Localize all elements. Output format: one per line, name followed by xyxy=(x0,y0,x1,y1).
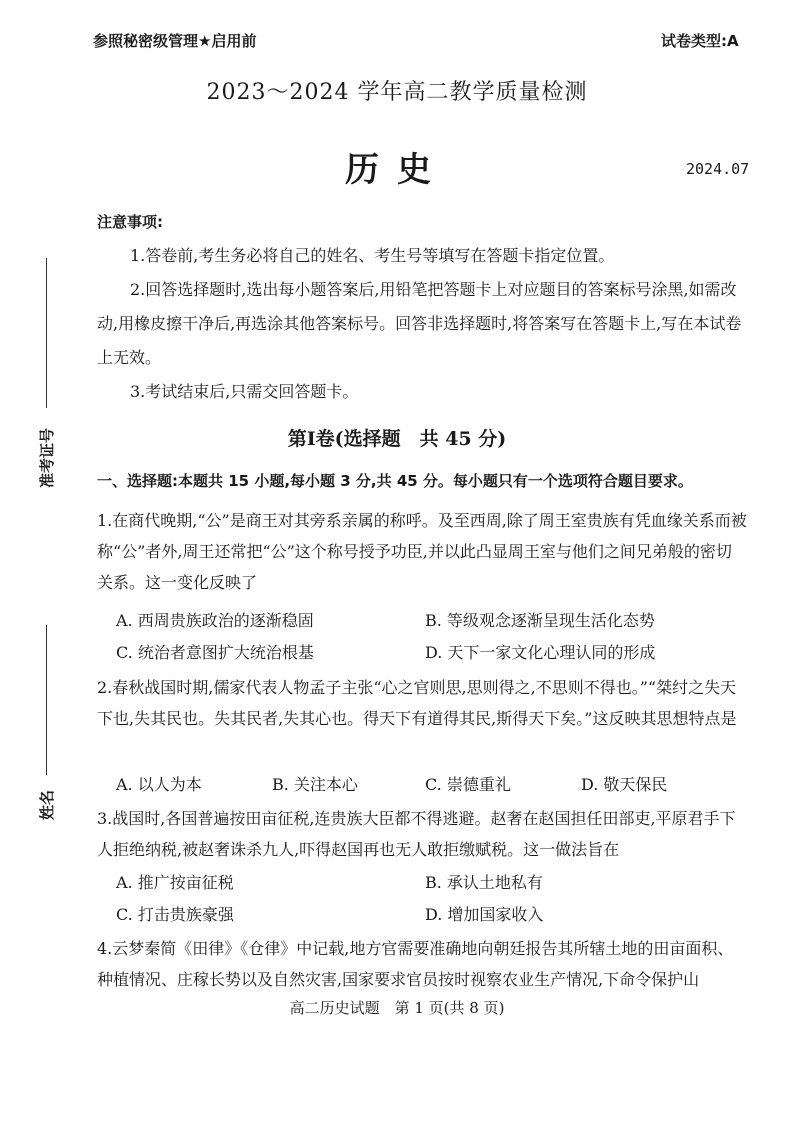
option-c: C. 打击贵族豪强 xyxy=(116,905,234,924)
question-number: 4. xyxy=(97,939,113,958)
question-stem: 在商代晚期,“公”是商王对其旁系亲属的称呼。及至西周,除了周王室贵族有凭血缘关系而被称“公”者外,周王还常把“公”这个称号授予功臣,并以此凸显周王室与他们之间兄弟般的密切关系。这一变化反映了 xyxy=(97,511,747,592)
question-stem: 战国时,各国普遍按田亩征税,连贵族大臣都不得逃避。赵奢在赵国担任田部吏,平原君手下人拒绝纳税,被赵奢诛杀九人,吓得赵国再也无人敢拒缴赋税。这一做法旨在 xyxy=(97,809,736,859)
question-number: 1. xyxy=(97,511,113,530)
page-footer: 高二历史试题 第 1 页(共 8 页) xyxy=(289,999,505,1017)
option-a: A. 推广按亩征税 xyxy=(116,873,234,892)
option-b: B. 等级观念逐渐呈现生活化态势 xyxy=(425,611,655,630)
secret-notice: 参照秘密级管理★启用前 xyxy=(93,32,257,50)
note-item: 3.考试结束后,只需交回答题卡。 xyxy=(130,382,359,401)
option-c: C. 统治者意图扩大统治根基 xyxy=(116,643,314,662)
exam-title: 2023～2024 学年高二教学质量检测 xyxy=(206,80,588,105)
option-d: D. 天下一家文化心理认同的形成 xyxy=(425,643,656,662)
paper-type: 试卷类型:A xyxy=(661,32,739,50)
note-item: 2.回答选择题时,选出每小题答案后,用铅笔把答题卡上对应题目的答案标号涂黑,如需改动,用橡皮擦干净后,再选涂其他答案标号。回答非选择题时,将答案写在答题卡上,写在本试卷上无效。 xyxy=(97,280,742,367)
notes-heading: 注意事项: xyxy=(97,213,163,231)
question-4 xyxy=(97,933,747,995)
option-b: B. 关注本心 xyxy=(272,775,358,794)
section-title: 第Ⅰ卷(选择题 共 45 分) xyxy=(287,428,507,450)
question-1 xyxy=(97,505,747,598)
question-2 xyxy=(97,672,747,734)
part-heading: 一、选择题:本题共 15 小题,每小题 3 分,共 45 分。每小题只有一个选项符合题目要求。 xyxy=(97,472,693,490)
note-item: 1.答卷前,考生务必将自己的姓名、考生号等填写在答题卡指定位置。 xyxy=(130,246,615,265)
name-line xyxy=(46,625,47,775)
exam-date: 2024.07 xyxy=(686,160,750,178)
name-label: 姓名 xyxy=(38,789,56,820)
question-number: 2. xyxy=(97,678,113,697)
subject-title: 历史 xyxy=(345,150,449,190)
option-a: A. 西周贵族政治的逐渐稳固 xyxy=(116,611,314,630)
option-d: D. 敬天保民 xyxy=(581,775,668,794)
question-number: 3. xyxy=(97,809,113,828)
question-stem: 春秋战国时期,儒家代表人物孟子主张“心之官则思,思则得之,不思则不得也。”“桀纣之失天下也,失其民也。失其民者,失其心也。得天下有道得其民,斯得天下矣。”这反映其思想特点是 xyxy=(97,678,737,728)
option-b: B. 承认土地私有 xyxy=(425,873,543,892)
option-a: A. 以人为本 xyxy=(116,775,202,794)
question-stem: 云梦秦简《田律》《仓律》中记载,地方官需要准确地向朝廷报告其所辖土地的田亩面积、种植情况、庄稼长势以及自然灾害,国家要求官员按时视察农业生产情况,下命令保护山 xyxy=(97,939,734,989)
option-d: D. 增加国家收入 xyxy=(425,905,544,924)
option-c: C. 崇德重礼 xyxy=(425,775,511,794)
exam-id-label: 准考证号 xyxy=(38,427,56,488)
exam-id-line xyxy=(46,258,47,408)
question-3 xyxy=(97,803,747,865)
